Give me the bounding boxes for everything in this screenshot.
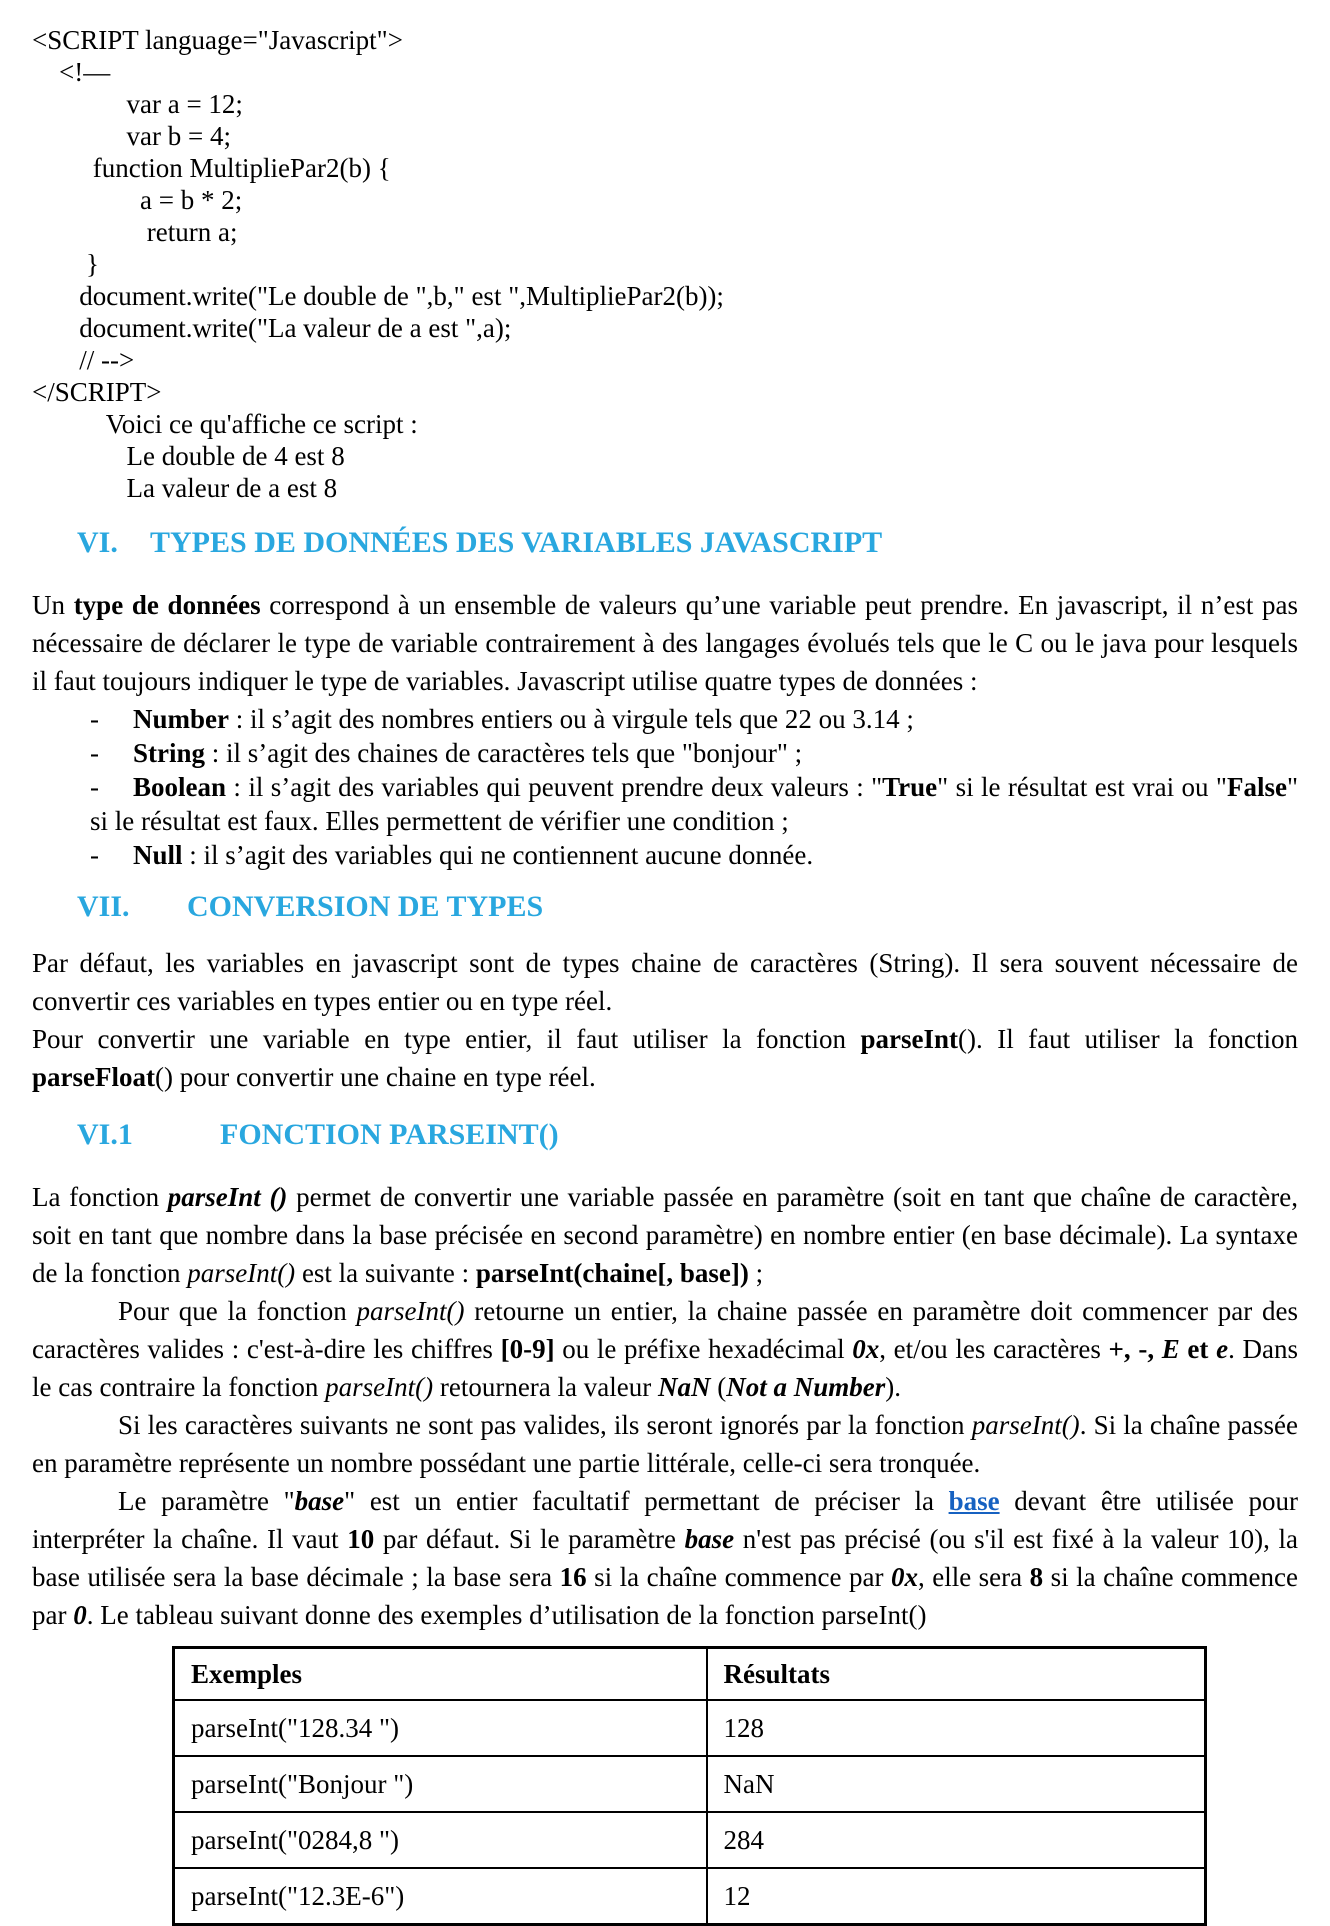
text-run: si la chaîne commence par: [32, 1562, 1298, 1630]
text-run: E: [1161, 1334, 1180, 1364]
code-line: Voici ce qu'affiche ce script :: [32, 409, 418, 439]
table-header-resultats: Résultats: [707, 1648, 1206, 1701]
text-run: ;: [748, 1258, 764, 1288]
table-header-exemples: Exemples: [174, 1648, 707, 1701]
text-run: ).: [885, 1372, 901, 1402]
text-run: parseInt (): [167, 1182, 288, 1212]
bullet-dash: -: [90, 772, 99, 802]
example-cell: parseInt("12.3E-6"): [174, 1868, 707, 1925]
bullet-item-string: [32, 736, 1298, 770]
text-run: type de données: [73, 590, 261, 620]
example-cell: parseInt("128.34 "): [174, 1700, 707, 1756]
heading-number: VI.: [77, 526, 118, 559]
paragraph-vii-1: [32, 944, 1298, 1020]
text-run: 0: [73, 1600, 87, 1630]
heading-title: FONCTION PARSEINT(): [220, 1118, 559, 1151]
text-run: 10: [347, 1524, 375, 1554]
text-run: est la suivante :: [295, 1258, 476, 1288]
section-heading-vi1: [77, 1118, 1298, 1152]
text-run: e: [1216, 1334, 1229, 1364]
bullet-text: [90, 772, 1298, 836]
code-line: <SCRIPT language="Javascript">: [32, 25, 403, 55]
code-line: function MultipliePar2(b) {: [32, 153, 391, 183]
text-run: Pour convertir une variable en type entier, il faut utiliser la fonction: [32, 1024, 861, 1054]
text-run: False: [1226, 772, 1287, 802]
text-run: Le paramètre ": [118, 1486, 295, 1516]
text-run: retourne un entier, la chaine passée en paramètre doit commencer par des caractères valides : c'est-à-dire les chiffres: [32, 1296, 1298, 1364]
text-run: , elle sera: [917, 1562, 1030, 1592]
heading-title: TYPES DE DONNÉES DES VARIABLES JAVASCRIPT: [150, 526, 883, 559]
text-run: Pour que la fonction: [118, 1296, 357, 1326]
code-line: Le double de 4 est 8: [32, 441, 345, 471]
code-line: return a;: [32, 217, 238, 247]
text-run: si la chaîne commence par: [586, 1562, 891, 1592]
text-run: parseInt(): [356, 1296, 465, 1326]
text-run: permet de convertir une variable passée en paramètre (soit en tant que chaîne de caractère, soit en tant que nombre dans la base précisée en second paramètre) en nombre entier (en base décimale). La syntaxe de la fonction: [32, 1182, 1298, 1288]
text-run: : il s’agit des variables qui peuvent prendre deux valeurs : ": [226, 772, 883, 802]
bullet-dash: -: [90, 840, 99, 870]
bullet-text: [133, 738, 802, 768]
text-run: retournera la valeur: [433, 1372, 658, 1402]
code-line: document.write("Le double de ",b," est ",MultipliePar2(b));: [32, 281, 724, 311]
text-run: Par défaut, les variables en javascript sont de types chaine de caractères (String). Il sera souvent nécessaire de convertir ces variables en types entier ou en type réel.: [32, 948, 1298, 1016]
text-run: parseInt(): [325, 1372, 434, 1402]
text-run: n'est pas précisé (ou s'il est fixé à la valeur 10), la base utilisée sera la base décimale ; la base sera: [32, 1524, 1298, 1592]
bullet-dash: -: [90, 738, 99, 768]
text-run: : il s’agit des chaines de caractères tels que "bonjour" ;: [205, 738, 803, 768]
text-run: Not a Number: [726, 1372, 886, 1402]
code-line: document.write("La valeur de a est ",a);: [32, 313, 512, 343]
text-run: Boolean: [133, 772, 227, 802]
text-run: : il s’agit des nombres entiers ou à virgule tels que 22 ou 3.14 ;: [229, 704, 914, 734]
text-run: " si le résultat est vrai ou ": [937, 772, 1227, 802]
text-run: String: [133, 738, 206, 768]
text-run: parseInt(chaine[, base]): [475, 1258, 749, 1288]
code-line: }: [32, 249, 99, 279]
table-row: [174, 1812, 1206, 1868]
bullet-text: [133, 840, 813, 870]
text-run: , et/ou les caractères: [879, 1334, 1109, 1364]
text-run: +, -,: [1108, 1334, 1162, 1364]
text-run: La fonction: [32, 1182, 168, 1212]
bullet-item-null: [32, 838, 1298, 872]
paragraph-vii-2: [32, 1020, 1298, 1096]
text-run: parseInt(): [187, 1258, 296, 1288]
text-run: Null: [133, 840, 183, 870]
result-cell: 284: [707, 1812, 1206, 1868]
text-run: 0x: [890, 1562, 918, 1592]
paragraph-vi1-4: [32, 1482, 1298, 1634]
table-body: [174, 1700, 1206, 1925]
text-run: Si les caractères suivants ne sont pas valides, ils seront ignorés par la fonction: [118, 1410, 972, 1440]
text-run: " si le résultat est faux. Elles permettent de vérifier une condition ;: [90, 772, 1298, 836]
bullet-item-number: [32, 702, 1298, 736]
text-run: base: [294, 1486, 345, 1516]
text-run: ou le préfixe hexadécimal: [554, 1334, 853, 1364]
text-run: devant être utilisée pour interpréter la chaîne. Il vaut: [32, 1486, 1298, 1554]
bullet-text: [133, 704, 914, 734]
result-cell: 128: [707, 1700, 1206, 1756]
table-row: [174, 1700, 1206, 1756]
text-run: parseInt: [860, 1024, 959, 1054]
text-run: . Le tableau suivant donne des exemples d’utilisation de la fonction parseInt(): [86, 1600, 927, 1630]
code-line: var a = 12;: [32, 89, 243, 119]
bullet-item-boolean: [32, 770, 1298, 838]
text-run: et: [1179, 1334, 1217, 1364]
table-row: [174, 1868, 1206, 1925]
section-heading-vi: [77, 526, 1298, 560]
example-cell: parseInt("Bonjour "): [174, 1756, 707, 1812]
paragraph-vi1-1: [32, 1178, 1298, 1292]
paragraph-vi1-3: [32, 1406, 1298, 1482]
base-link[interactable]: base: [948, 1486, 1000, 1516]
text-run: parseInt(): [971, 1410, 1080, 1440]
code-line: // -->: [32, 345, 135, 375]
text-run: [0-9]: [500, 1334, 555, 1364]
text-run: (: [710, 1372, 727, 1402]
result-cell: 12: [707, 1868, 1206, 1925]
heading-title: CONVERSION DE TYPES: [187, 890, 544, 923]
text-run: . Dans le cas contraire la fonction: [32, 1334, 1298, 1402]
table-header-row: [174, 1648, 1206, 1701]
text-run: () pour convertir une chaine en type réel.: [154, 1062, 596, 1092]
text-run: par défaut. Si le paramètre: [374, 1524, 685, 1554]
text-run: 8: [1029, 1562, 1044, 1592]
code-block: [32, 24, 1298, 504]
parseint-examples-table: [172, 1646, 1207, 1926]
bullet-dash: -: [90, 704, 99, 734]
paragraph-vi1-2: [32, 1292, 1298, 1406]
code-line: <!—: [32, 57, 111, 87]
text-run: . Si la chaîne passée en paramètre représente un nombre possédant une partie littérale, celle-ci sera tronquée.: [32, 1410, 1298, 1478]
paragraph-vi-intro: [32, 586, 1298, 700]
code-line: a = b * 2;: [32, 185, 243, 215]
code-line: La valeur de a est 8: [32, 473, 338, 503]
text-run: (). Il faut utiliser la fonction: [958, 1024, 1299, 1054]
text-run: parseFloat: [32, 1062, 155, 1092]
text-run: base: [684, 1524, 735, 1554]
table-row: [174, 1756, 1206, 1812]
text-run: Un: [32, 590, 74, 620]
section-heading-vii: [77, 890, 1298, 924]
text-run: 16: [559, 1562, 587, 1592]
text-run: correspond à un ensemble de valeurs qu’une variable peut prendre. En javascript, il n’est pas nécessaire de déclarer le type de variable contrairement à des langages évolués tels que le C ou le java pour lesquels il faut toujours indiquer le type de variables. Javascript utilise quatre types de données :: [32, 590, 1299, 696]
code-line: var b = 4;: [32, 121, 231, 151]
text-run: " est un entier facultatif permettant de préciser la: [344, 1486, 949, 1516]
text-run: Number: [133, 704, 229, 734]
result-cell: NaN: [707, 1756, 1206, 1812]
text-run: True: [882, 772, 938, 802]
text-run: : il s’agit des variables qui ne contiennent aucune donnée.: [182, 840, 814, 870]
example-cell: parseInt("0284,8 "): [174, 1812, 707, 1868]
heading-number: VII.: [77, 890, 130, 923]
datatype-bullet-list: [32, 702, 1298, 872]
code-line: </SCRIPT>: [32, 377, 162, 407]
text-run: 0x: [852, 1334, 880, 1364]
text-run: NaN: [657, 1372, 711, 1402]
heading-number: VI.1: [77, 1118, 133, 1151]
